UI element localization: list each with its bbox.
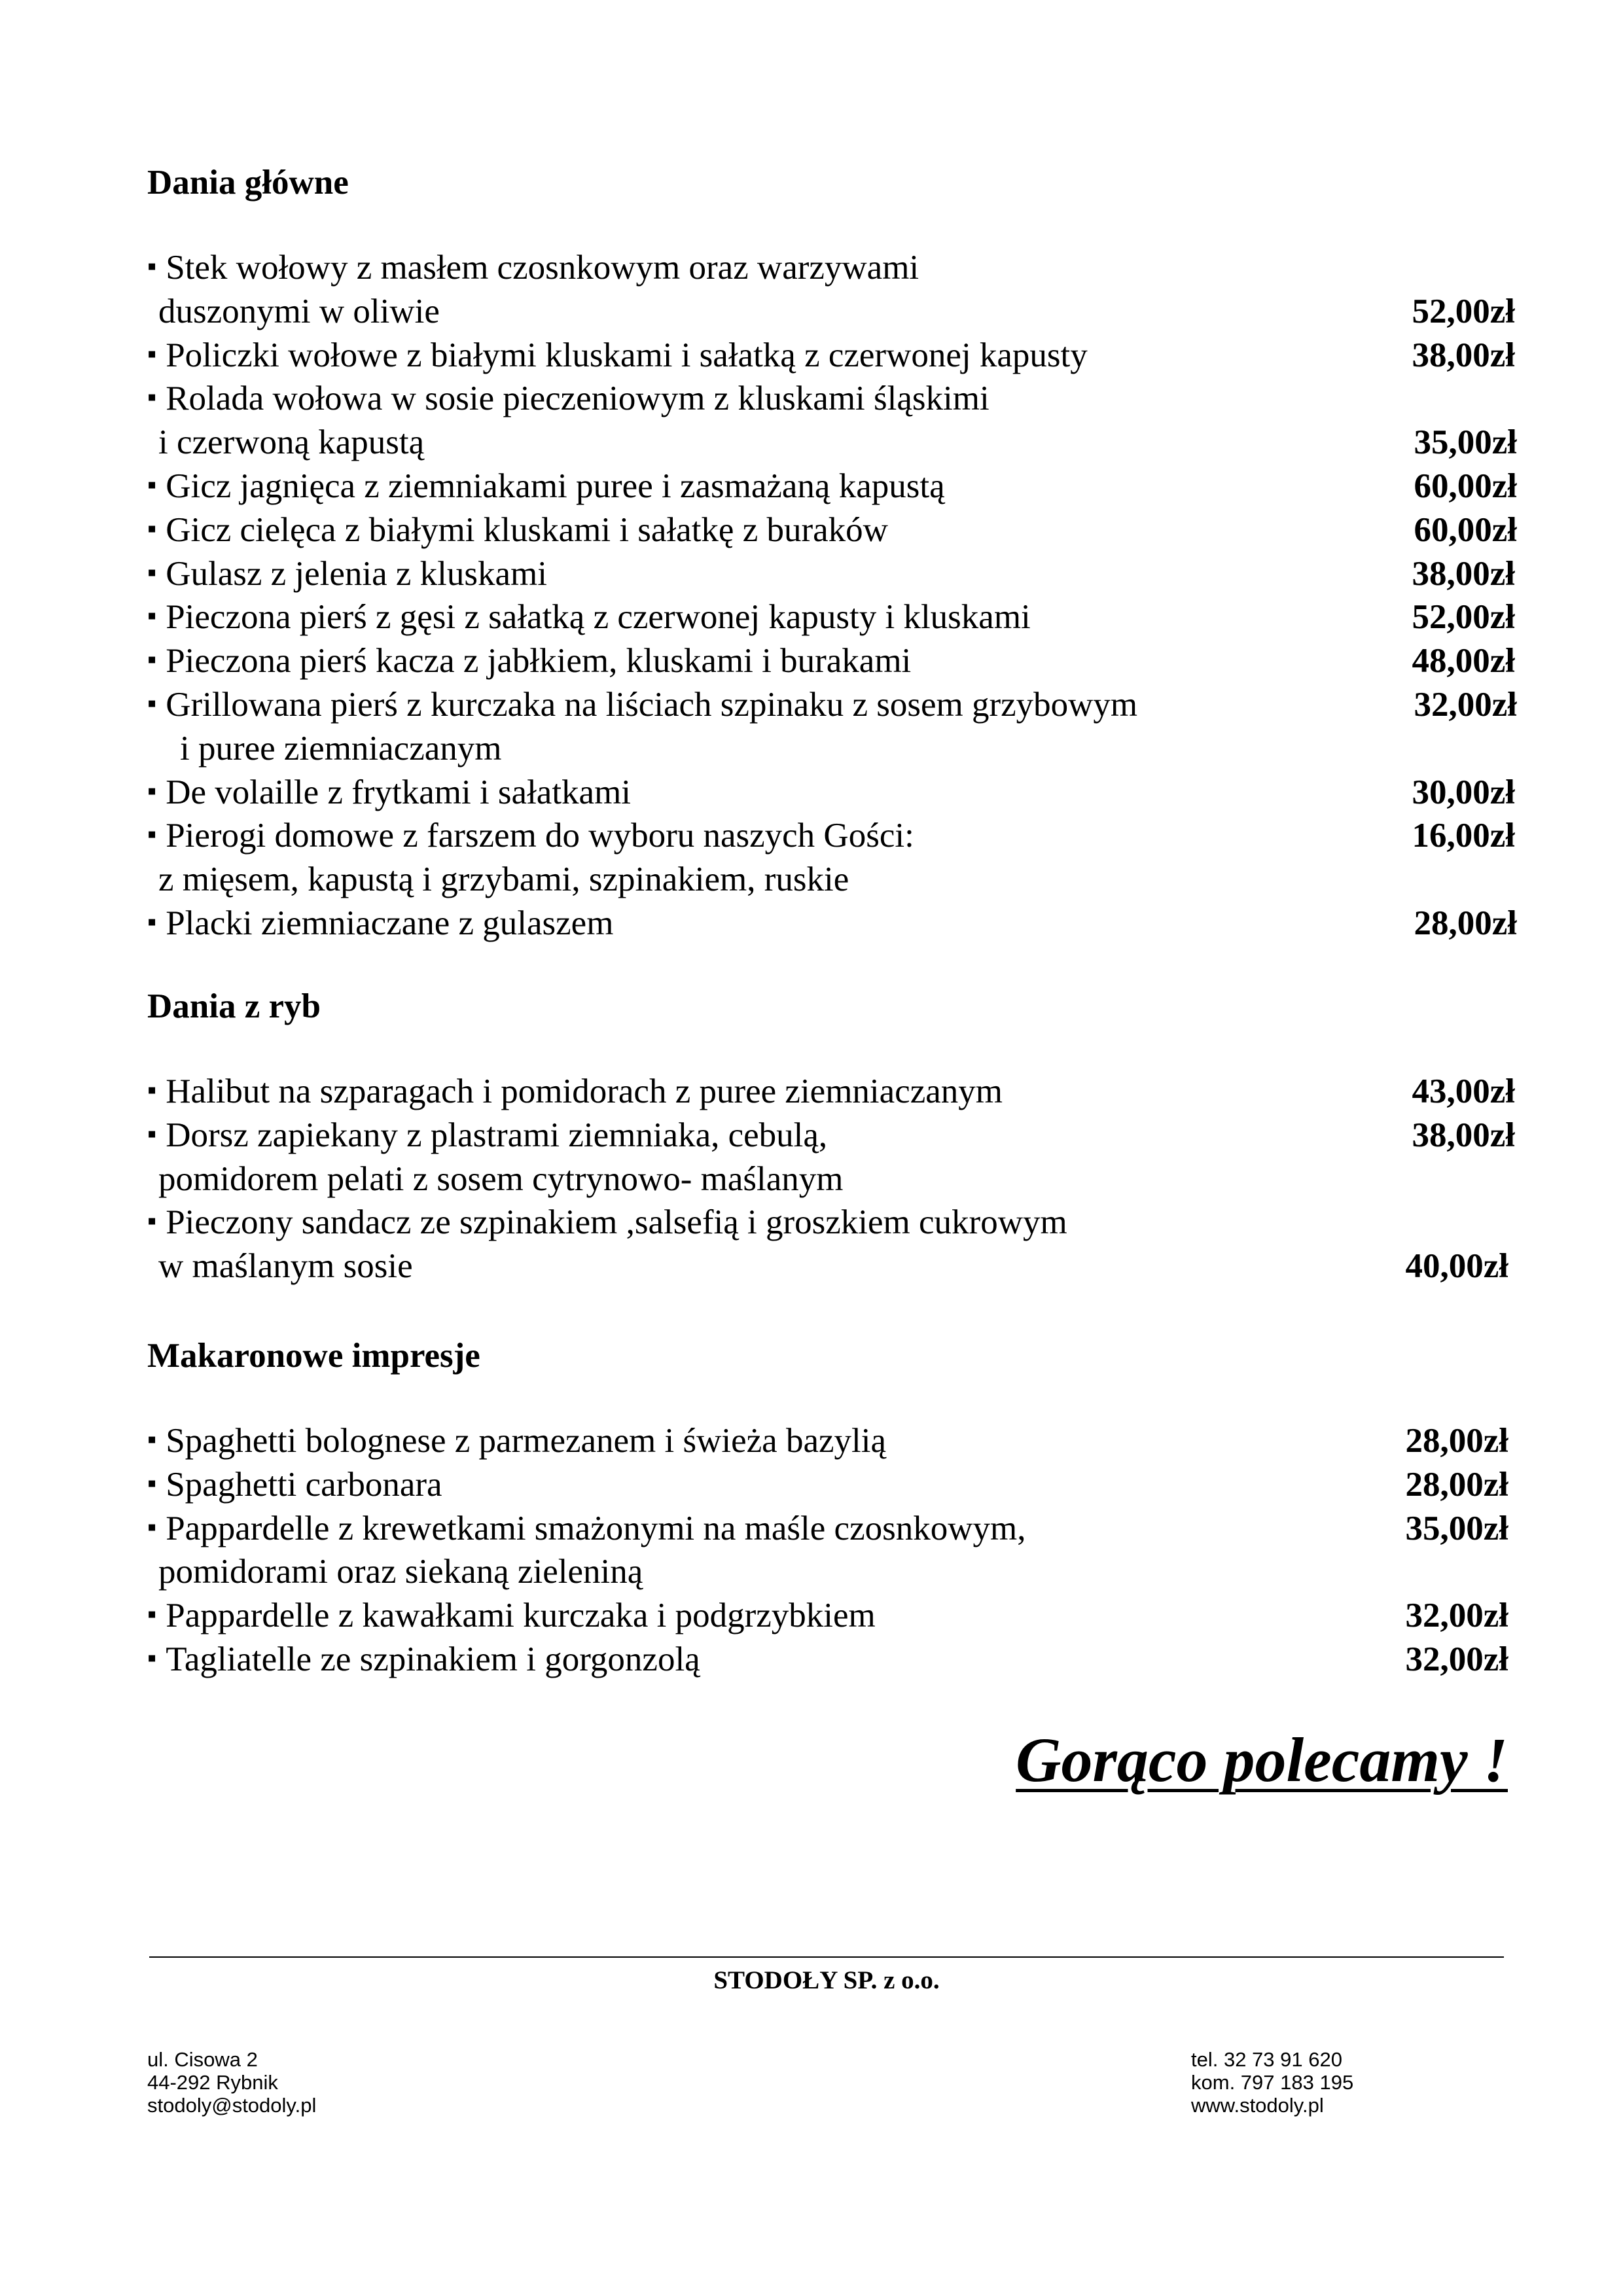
- dish-price: 38,00zł: [1412, 1116, 1515, 1154]
- dish-name-text: Spaghetti bolognese z parmezanem i świeża bazylią: [166, 1422, 886, 1460]
- dish-name: [147, 1594, 1515, 1638]
- dish-name: [147, 639, 1515, 683]
- dish-name: [147, 1463, 1515, 1507]
- dish-price: 52,00zł: [1412, 598, 1515, 637]
- bullet-icon: ▪: [147, 1075, 157, 1104]
- dish-name-text: Dorsz zapiekany z plastrami ziemniaka, cebulą,: [166, 1116, 828, 1154]
- menu-item: [147, 1638, 1515, 1682]
- email-link[interactable]: stodoly@stodoly.pl: [147, 2094, 317, 2117]
- dish-name-text: Gulasz z jelenia z kluskami: [166, 554, 547, 593]
- bullet-icon: ▪: [147, 688, 157, 718]
- dish-name: [147, 1507, 1515, 1551]
- menu-item: [147, 1594, 1515, 1638]
- dish-name: [147, 377, 1515, 421]
- dish-name-continued: z mięsem, kapustą i grzybami, szpinakiem, ruskie: [158, 860, 849, 899]
- menu-items: [147, 1070, 1515, 1288]
- bullet-icon: ▪: [147, 513, 157, 543]
- bullet-icon: ▪: [147, 1511, 157, 1542]
- menu-item: [147, 508, 1515, 552]
- dish-name-continued: i czerwoną kapustą: [158, 423, 425, 462]
- menu-item: [147, 377, 1515, 465]
- menu-item: [147, 1463, 1515, 1507]
- contact-phones: [1191, 2048, 1353, 2117]
- dish-name-continued: pomidorami oraz siekaną zieleniną: [158, 1553, 643, 1591]
- menu-item: [147, 552, 1515, 596]
- dish-name-text: Pierogi domowe z farszem do wyboru naszych Gości:: [166, 817, 914, 855]
- menu-items: [147, 246, 1515, 945]
- dish-name: [147, 902, 1515, 945]
- menu-item: [147, 595, 1515, 639]
- dish-price: 32,00zł: [1405, 1597, 1508, 1635]
- dish-name-text: Pappardelle z kawałkami kurczaka i podgrzybkiem: [166, 1597, 876, 1635]
- dish-name: [147, 1114, 1515, 1157]
- dish-price: 32,00zł: [1414, 685, 1517, 724]
- section-main-dishes: [147, 161, 1515, 945]
- bullet-icon: ▪: [147, 775, 157, 805]
- dish-name-text: De volaille z frytkami i sałatkami: [166, 773, 632, 811]
- dish-price: 60,00zł: [1414, 510, 1517, 549]
- bullet-icon: ▪: [147, 1468, 157, 1498]
- bullet-icon: ▪: [147, 557, 157, 587]
- bullet-icon: ▪: [147, 382, 157, 412]
- section-title: Dania główne: [147, 164, 349, 202]
- bullet-icon: ▪: [147, 906, 157, 936]
- dish-name-continued: i puree ziemniaczanym: [180, 729, 502, 768]
- bullet-icon: ▪: [147, 251, 157, 281]
- menu-item: [147, 1114, 1515, 1201]
- dish-name-continued: pomidorem pelati z sosem cytrynowo- maślanym: [158, 1159, 844, 1198]
- dish-name-text: Gicz jagnięca z ziemniakami puree i zasmażaną kapustą: [166, 467, 945, 505]
- dish-price: 35,00zł: [1414, 423, 1517, 462]
- dish-price: 43,00zł: [1412, 1072, 1515, 1110]
- section-title: Makaronowe impresje: [147, 1337, 480, 1375]
- dish-name-text: Rolada wołowa w sosie pieczeniowym z kluskami śląskimi: [166, 380, 990, 418]
- dish-name: [147, 595, 1515, 639]
- dish-price: 28,00zł: [1405, 1422, 1508, 1460]
- section-fish-dishes: [147, 985, 1515, 1288]
- bullet-icon: ▪: [147, 1206, 157, 1236]
- dish-name-text: Policzki wołowe z białymi kluskami i sałatką z czerwonej kapusty: [166, 336, 1088, 374]
- dish-price: 28,00zł: [1405, 1465, 1508, 1504]
- dish-name: [147, 814, 1515, 858]
- menu-item: [147, 771, 1515, 815]
- bullet-icon: ▪: [147, 1642, 157, 1672]
- mobile-number: kom. 797 183 195: [1191, 2071, 1354, 2094]
- section-pasta-dishes: [147, 1334, 1515, 1682]
- menu-item: [147, 1201, 1515, 1288]
- menu-item: [147, 683, 1515, 771]
- address-city: 44-292 Rybnik: [147, 2071, 278, 2094]
- menu-item: [147, 465, 1515, 508]
- dish-name-continued: duszonymi w oliwie: [158, 292, 440, 330]
- dish-name: [147, 683, 1515, 727]
- dish-name: [147, 552, 1515, 596]
- dish-name: [147, 1201, 1515, 1245]
- bullet-icon: ▪: [147, 469, 157, 499]
- company-name: STODOŁY SP. z o.o.: [713, 1966, 940, 1994]
- dish-price: 40,00zł: [1405, 1247, 1508, 1286]
- dish-name-text: Pieczony sandacz ze szpinakiem ,salsefią i groszkiem cukrowym: [166, 1203, 1067, 1242]
- dish-name-text: Stek wołowy z masłem czosnkowym oraz warzywami: [166, 249, 919, 287]
- menu-item: [147, 814, 1515, 902]
- menu-item: [147, 246, 1515, 334]
- dish-price: 16,00zł: [1412, 817, 1515, 855]
- menu-item: [147, 1507, 1515, 1595]
- dish-name-text: Spaghetti carbonara: [166, 1465, 442, 1504]
- dish-name-continued: w maślanym sosie: [158, 1247, 413, 1286]
- dish-price: 38,00zł: [1412, 554, 1515, 593]
- dish-name: [147, 465, 1515, 508]
- bullet-icon: ▪: [147, 338, 157, 368]
- address-street: ul. Cisowa 2: [147, 2048, 258, 2071]
- bullet-icon: ▪: [147, 1424, 157, 1454]
- dish-name: [147, 771, 1515, 815]
- dish-name: [147, 334, 1515, 378]
- dish-name: [147, 1419, 1515, 1463]
- dish-name-text: Pappardelle z krewetkami smażonymi na maśle czosnkowym,: [166, 1509, 1026, 1547]
- dish-name-text: Halibut na szparagach i pomidorach z puree ziemniaczanym: [166, 1072, 1003, 1110]
- dish-name-text: Gicz cielęca z białymi kluskami i sałatkę z buraków: [166, 510, 888, 549]
- dish-name: [147, 1070, 1515, 1114]
- menu-item: [147, 639, 1515, 683]
- dish-name-text: Pieczona pierś kacza z jabłkiem, kluskami i burakami: [166, 642, 912, 680]
- bullet-icon: ▪: [147, 819, 157, 849]
- dish-price: 35,00zł: [1405, 1509, 1508, 1547]
- dish-name: [147, 1638, 1515, 1682]
- dish-name: [147, 246, 1515, 290]
- phone-number: tel. 32 73 91 620: [1191, 2048, 1342, 2071]
- dish-name-text: Pieczona pierś z gęsi z sałatką z czerwonej kapusty i kluskami: [166, 598, 1031, 637]
- bullet-icon: ▪: [147, 1118, 157, 1148]
- bullet-icon: ▪: [147, 601, 157, 631]
- section-title: Dania z ryb: [147, 987, 321, 1025]
- menu-item: [147, 1070, 1515, 1114]
- dish-price: 38,00zł: [1412, 336, 1515, 374]
- dish-price: 30,00zł: [1412, 773, 1515, 811]
- dish-price: 48,00zł: [1412, 642, 1515, 680]
- dish-name: [147, 508, 1515, 552]
- menu-item: [147, 902, 1515, 945]
- menu-item: [147, 334, 1515, 378]
- dish-name-text: Grillowana pierś z kurczaka na liściach szpinaku z sosem grzybowym: [166, 685, 1138, 724]
- dish-price: 52,00zł: [1412, 292, 1515, 330]
- contact-address: [147, 2048, 316, 2117]
- menu-items: [147, 1419, 1515, 1682]
- bullet-icon: ▪: [147, 645, 157, 675]
- dish-name-text: Placki ziemniaczane z gulaszem: [166, 904, 614, 942]
- dish-price: 60,00zł: [1414, 467, 1517, 505]
- menu-item: [147, 1419, 1515, 1463]
- dish-price: 28,00zł: [1414, 904, 1517, 942]
- website-link[interactable]: www.stodoly.pl: [1191, 2094, 1324, 2117]
- dish-price: 32,00zł: [1405, 1640, 1508, 1678]
- footer-divider: [149, 1956, 1504, 1958]
- dish-name-text: Tagliatelle ze szpinakiem i gorgonzolą: [166, 1640, 700, 1678]
- bullet-icon: ▪: [147, 1599, 157, 1629]
- tagline: Gorąco polecamy !: [1016, 1725, 1508, 1795]
